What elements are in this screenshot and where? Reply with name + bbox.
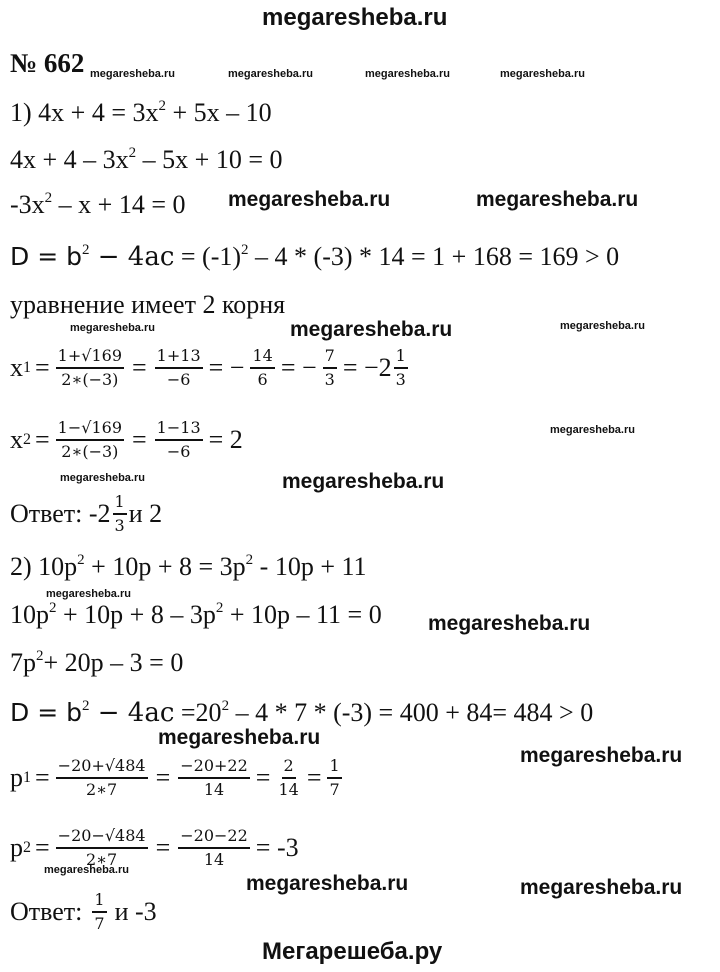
numerator: 1 [327, 758, 341, 779]
root-p1-line: p 1 = $\frac{-20+√484}{2∗7}$ = $\frac{-20+22}{14}$ = $\frac{2}{14}$ = $\frac{1}{7}$ [10, 756, 340, 799]
watermark-small: megaresheba.ru [560, 320, 645, 332]
discriminant-label: D = b [10, 698, 82, 727]
equation-text: 2) 10p [10, 552, 78, 581]
exponent: 2 [81, 242, 90, 258]
watermark-big: megaresheba.ru [282, 470, 445, 493]
fraction [178, 828, 250, 868]
denominator: 7 [329, 780, 340, 799]
denominator: 6 [257, 370, 268, 389]
exponent: 2 [245, 552, 254, 568]
fraction [276, 758, 300, 798]
roots-statement: уравнение имеет 2 корня [10, 290, 286, 319]
equals-sign: = [132, 425, 147, 454]
numerator: 1−13 [155, 420, 203, 441]
equation-text: = − [208, 353, 245, 382]
fraction [327, 758, 341, 798]
denominator: 2∗(−3) [61, 442, 119, 461]
exponent: 2 [158, 98, 166, 114]
numerator: 1+√169 [56, 348, 124, 369]
site-footer-watermark: Мегарешеба.ру [262, 938, 443, 965]
fraction [155, 348, 203, 388]
denominator: 7 [94, 914, 105, 933]
equals-sign: = [306, 763, 322, 792]
equation-text: = −2 [342, 353, 392, 382]
equation-text: – 4 * (-3) * 14 = 1 + 168 = 169 > 0 [248, 242, 620, 271]
equals-sign: = [35, 833, 50, 862]
equals-sign: = [35, 763, 50, 792]
numerator: 1 [92, 892, 106, 913]
discriminant-line [10, 698, 593, 728]
watermark-big: megaresheba.ru [246, 872, 409, 895]
denominator: 2∗(−3) [61, 370, 119, 389]
equals-sign: = [155, 763, 171, 792]
equation-text: + 20p – 3 = 0 [43, 648, 184, 677]
fraction [394, 348, 408, 388]
watermark-big: megaresheba.ru [428, 612, 591, 635]
equation-text: – x + 14 = 0 [52, 190, 186, 219]
denominator: 14 [278, 780, 299, 799]
denominator: 2∗7 [86, 850, 118, 869]
numerator: 1−√169 [56, 420, 124, 441]
equals-sign: = [132, 353, 147, 382]
numerator: 7 [323, 348, 337, 369]
equation-text: = 2 [208, 425, 243, 454]
denominator: 2∗7 [86, 780, 118, 799]
site-header-watermark: megaresheba.ru [262, 4, 448, 31]
denominator: 3 [324, 370, 335, 389]
numerator: 1 [113, 494, 127, 515]
equals-sign: = [35, 425, 50, 454]
equals-sign: = [35, 353, 50, 382]
exponent: 2 [128, 145, 137, 161]
numerator: 1 [394, 348, 408, 369]
answer-line [10, 886, 157, 938]
equation-text: = − [280, 353, 317, 382]
equation-line [10, 98, 272, 128]
equation-line [10, 145, 283, 175]
watermark-big: megaresheba.ru [520, 876, 683, 899]
watermark-small: megaresheba.ru [500, 68, 585, 80]
fraction [56, 348, 124, 388]
numerator: −20−22 [178, 828, 250, 849]
numerator: −20−√484 [56, 828, 148, 849]
exponent: 2 [215, 600, 224, 616]
watermark-small: megaresheba.ru [70, 322, 155, 334]
equation-line [10, 648, 183, 678]
watermark-big: megaresheba.ru [290, 318, 453, 341]
root-x2-line: x 2 = $\frac{1-√169}{2∗(-3)}$ = $\frac{1-13}{-6}$ = 2 [10, 418, 243, 461]
watermark-small: megaresheba.ru [44, 864, 129, 876]
equation-text: + 10p + 8 = 3p [84, 552, 246, 581]
watermark-small: megaresheba.ru [46, 588, 131, 600]
fraction [56, 420, 124, 460]
variable: x [10, 425, 23, 454]
denominator: 3 [114, 516, 125, 535]
equation-text: =20 [174, 698, 222, 727]
equation-text: -3x [10, 190, 45, 219]
equals-sign: = [155, 833, 171, 862]
numerator: 2 [282, 758, 296, 779]
fraction [155, 420, 203, 460]
denominator: 14 [203, 780, 225, 799]
numerator: −20+22 [178, 758, 250, 779]
root-p2-line: p 2 = $\frac{-20-√484}{2∗7}$ = $\frac{-20-22}{14}$ = -3 [10, 826, 299, 869]
equation-text: 10p [10, 600, 49, 629]
exponent: 2 [241, 242, 249, 258]
denominator: −6 [166, 442, 191, 461]
exponent: 2 [36, 648, 44, 664]
exponent: 2 [77, 552, 85, 568]
numerator: 1+13 [155, 348, 203, 369]
fraction [323, 348, 337, 388]
formula-text: − 4ac [89, 242, 175, 272]
equation-text: = (-1) [174, 242, 242, 271]
watermark-big: megaresheba.ru [520, 744, 683, 767]
equation-line [10, 600, 382, 630]
watermark-big: megaresheba.ru [476, 188, 639, 211]
answer-label: Ответ: -2 [10, 499, 111, 528]
root-x1-line: x 1 = $\frac{1+√169}{2∗(-3)}$ = $\frac{1+13}{-6}$ = − $\frac{14}{6}$ = − $\frac{7}{3}$ = −2 $\frac{1}{3}$ [10, 346, 406, 389]
equation-text: – 4 * 7 * (-3) = 400 + 84= 484 > 0 [229, 698, 594, 727]
fraction [178, 758, 250, 798]
fraction [56, 828, 148, 868]
denominator: 3 [395, 370, 406, 389]
equation-text: 1) 4x + 4 = 3x [10, 98, 159, 127]
denominator: −6 [166, 370, 191, 389]
variable: p [10, 833, 23, 862]
watermark-big: megaresheba.ru [158, 726, 321, 749]
equals-sign: = [255, 763, 271, 792]
answer-text: и 2 [128, 499, 163, 528]
exponent: 2 [81, 698, 90, 714]
discriminant-label: D = b [10, 242, 82, 271]
equation-text: 4x + 4 – 3x [10, 145, 129, 174]
equation-text: + 10p + 8 – 3p [56, 600, 216, 629]
watermark-small: megaresheba.ru [228, 68, 313, 80]
variable: x [10, 353, 23, 382]
problem-number: № 662 [10, 48, 85, 78]
equation-text: 7p [10, 648, 36, 677]
equation-line [10, 552, 367, 582]
equation-text: + 10p – 11 = 0 [223, 600, 382, 629]
equation-text: – 5x + 10 = 0 [136, 145, 283, 174]
equation-text: = -3 [255, 833, 299, 862]
answer-label: Ответ: [10, 897, 83, 926]
numerator: −20+√484 [56, 758, 148, 779]
exponent: 2 [221, 698, 230, 714]
watermark-small: megaresheba.ru [60, 472, 145, 484]
denominator: 14 [203, 850, 225, 869]
watermark-small: megaresheba.ru [550, 424, 635, 436]
variable: p [10, 763, 23, 792]
equation-text: + 5x – 10 [165, 98, 272, 127]
discriminant-line [10, 242, 619, 272]
watermark-small: megaresheba.ru [365, 68, 450, 80]
formula-text: − 4ac [89, 698, 175, 728]
equation-text: - 10p + 11 [253, 552, 367, 581]
exponent: 2 [44, 190, 53, 206]
fraction [113, 494, 127, 534]
fraction [250, 348, 274, 388]
numerator: 14 [250, 348, 274, 369]
equation-line [10, 190, 186, 220]
answer-text: и -3 [114, 897, 157, 926]
exponent: 2 [49, 600, 57, 616]
watermark-big: megaresheba.ru [228, 188, 391, 211]
answer-line [10, 488, 162, 540]
fraction [92, 892, 106, 932]
watermark-small: megaresheba.ru [90, 68, 175, 80]
fraction [56, 758, 148, 798]
